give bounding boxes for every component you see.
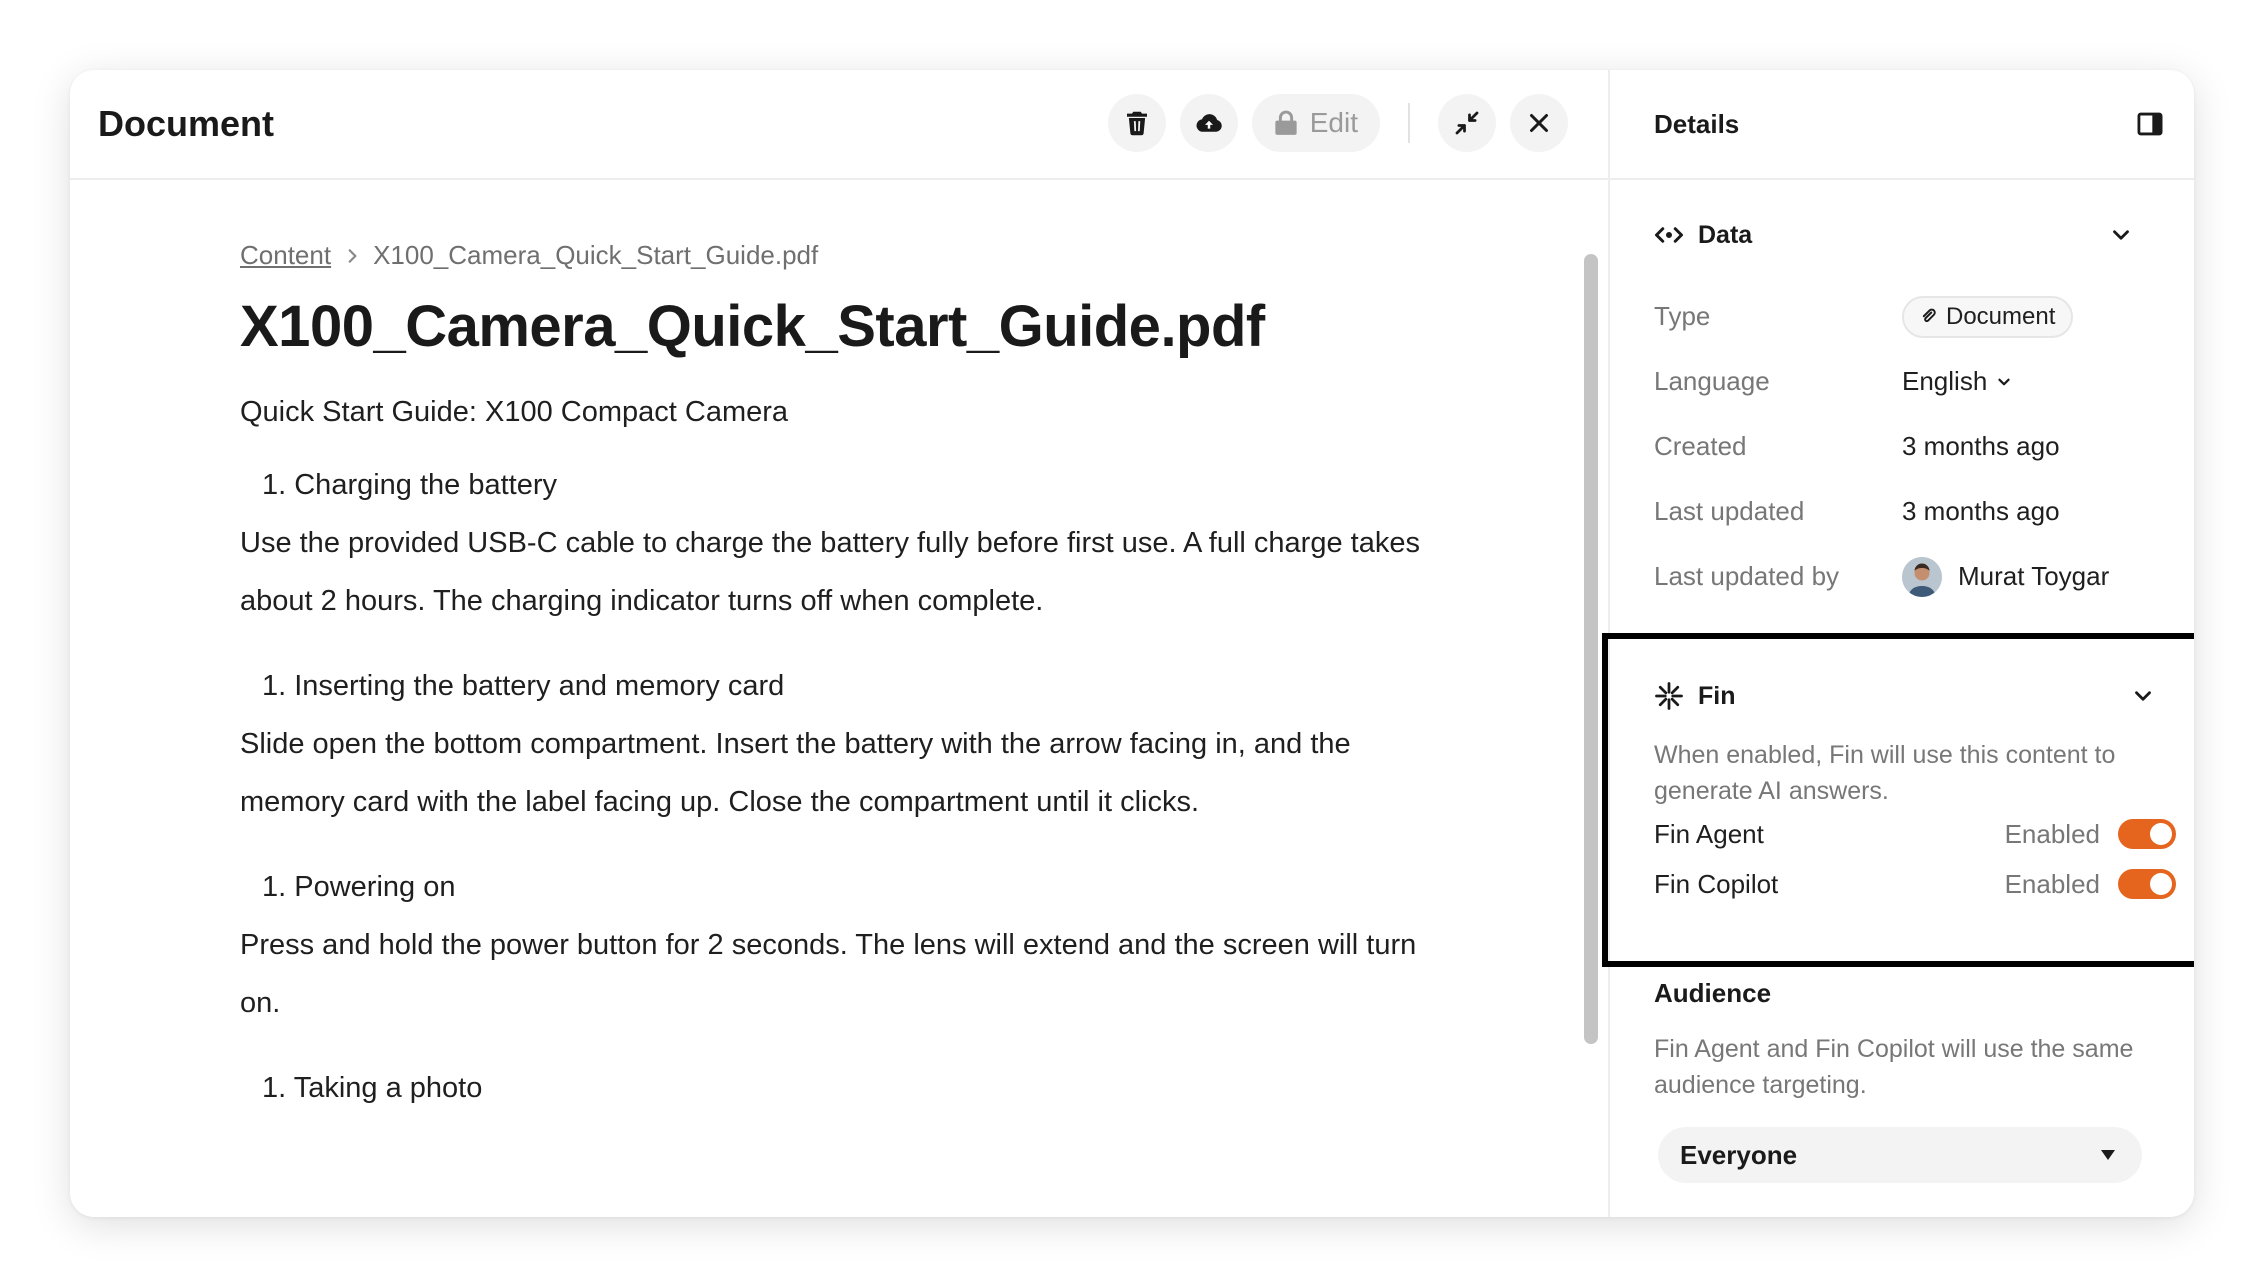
document-section <box>240 469 1578 630</box>
language-select[interactable] <box>1902 366 2013 397</box>
data-table <box>1610 284 2194 609</box>
audience-description: Fin Agent and Fin Copilot will use the same audience targeting. <box>1654 1035 2134 1099</box>
close-icon <box>1524 108 1554 138</box>
sidebar-panel-icon <box>2136 110 2164 138</box>
created-value: 3 months ago <box>1902 431 2060 461</box>
section-heading: 1. Inserting the battery and memory card <box>262 670 785 702</box>
details-pane <box>1610 70 2194 1217</box>
collapse-button[interactable] <box>1438 94 1496 152</box>
fin-copilot-row <box>1608 859 2194 909</box>
fin-agent-toggle[interactable] <box>2118 819 2176 849</box>
audience-title: Audience <box>1654 978 1772 1008</box>
last-updated-by-key: Last updated by <box>1654 561 1840 591</box>
language-value: English <box>1902 366 1988 396</box>
data-row-last-updated-by <box>1654 544 2194 609</box>
fin-agent-label: Fin Agent <box>1654 818 1764 849</box>
section-paragraph: Use the provided USB-C cable to charge the battery fully before first use. A full charge takes about 2 hours. The charging indicator turns off when complete. <box>240 527 1420 617</box>
fin-agent-row <box>1608 809 2194 859</box>
section-paragraph: Slide open the bottom compartment. Insert the battery with the arrow facing in, and the memory card with the label facing up. Close the compartment until it clicks. <box>240 728 1351 818</box>
last-updated-key: Last updated <box>1654 496 1805 526</box>
document-subtitle: Quick Start Guide: X100 Compact Camera <box>240 396 789 428</box>
fin-copilot-label: Fin Copilot <box>1654 868 1779 899</box>
document-title: X100_Camera_Quick_Start_Guide.pdf <box>240 294 1265 359</box>
cloud-icon <box>1194 108 1224 138</box>
document-modal <box>70 70 2194 1217</box>
sync-cloud-button[interactable] <box>1180 94 1238 152</box>
data-section <box>1610 180 2194 609</box>
trash-icon <box>1122 108 1152 138</box>
fin-section-label: Fin <box>1698 681 1736 710</box>
data-row-created <box>1654 414 2194 479</box>
audience-selected-value: Everyone <box>1680 1139 1798 1170</box>
created-key: Created <box>1654 431 1747 461</box>
chevron-down-icon <box>2108 222 2134 248</box>
type-chip <box>1902 296 2073 338</box>
delete-button[interactable] <box>1108 94 1166 152</box>
type-value: Document <box>1946 302 2056 330</box>
breadcrumb-content-link[interactable]: Content <box>240 240 332 270</box>
language-key: Language <box>1654 366 1770 396</box>
collapse-icon <box>1452 108 1482 138</box>
data-section-header[interactable] <box>1610 220 2194 250</box>
fin-section-header[interactable] <box>1608 681 2194 711</box>
breadcrumb-current: X100_Camera_Quick_Start_Guide.pdf <box>373 240 819 270</box>
data-row-last-updated <box>1654 479 2194 544</box>
chevron-down-icon <box>1995 373 2013 391</box>
data-row-language <box>1654 349 2194 414</box>
document-header-title: Document <box>98 103 275 144</box>
fin-icon <box>1654 681 1684 711</box>
document-section <box>240 670 1578 831</box>
details-header <box>1610 70 2194 180</box>
document-header <box>70 70 1608 180</box>
audience-select[interactable] <box>1658 1127 2142 1183</box>
type-key: Type <box>1654 301 1711 331</box>
lock-icon <box>1274 110 1298 136</box>
chevron-right-icon <box>343 247 361 265</box>
close-button[interactable] <box>1510 94 1568 152</box>
fin-section-toggle[interactable] <box>2130 683 2156 709</box>
fin-copilot-status: Enabled <box>2004 868 2100 899</box>
breadcrumb <box>240 240 1578 271</box>
toggle-sidebar-button[interactable] <box>2136 110 2164 138</box>
section-heading: 1. Powering on <box>262 871 456 903</box>
data-section-toggle[interactable] <box>2108 222 2134 248</box>
document-body <box>70 182 1578 1217</box>
fin-agent-status: Enabled <box>2004 818 2100 849</box>
data-row-type <box>1654 284 2194 349</box>
avatar <box>1902 557 1942 597</box>
section-heading: 1. Charging the battery <box>262 469 558 501</box>
document-toolbar <box>1108 94 1568 152</box>
fin-description: When enabled, Fin will use this content to generate AI answers. <box>1654 741 2116 805</box>
details-title: Details <box>1654 108 1740 139</box>
document-section <box>240 871 1578 1032</box>
document-section <box>240 1072 1578 1105</box>
edit-button[interactable] <box>1252 94 1380 152</box>
fin-copilot-toggle[interactable] <box>2118 869 2176 899</box>
section-heading: 1. Taking a photo <box>262 1072 483 1104</box>
paperclip-icon <box>1920 308 1938 326</box>
audience-section <box>1654 978 2174 1183</box>
document-pane <box>70 70 1610 1217</box>
document-scrollbar[interactable] <box>1582 182 1600 1217</box>
code-icon <box>1654 220 1684 250</box>
scrollbar-thumb[interactable] <box>1584 254 1598 1044</box>
last-updated-value: 3 months ago <box>1902 496 2060 526</box>
last-updated-by-value: Murat Toygar <box>1958 561 2110 591</box>
toolbar-divider <box>1408 103 1410 143</box>
chevron-down-icon <box>2130 683 2156 709</box>
data-section-label: Data <box>1698 220 1753 249</box>
fin-section <box>1602 633 2194 967</box>
section-paragraph: Press and hold the power button for 2 seconds. The lens will extend and the screen will turn on. <box>240 929 1417 1019</box>
edit-button-label: Edit <box>1309 107 1358 138</box>
user-avatar-icon <box>1902 557 1942 597</box>
caret-down-icon <box>2100 1149 2116 1161</box>
